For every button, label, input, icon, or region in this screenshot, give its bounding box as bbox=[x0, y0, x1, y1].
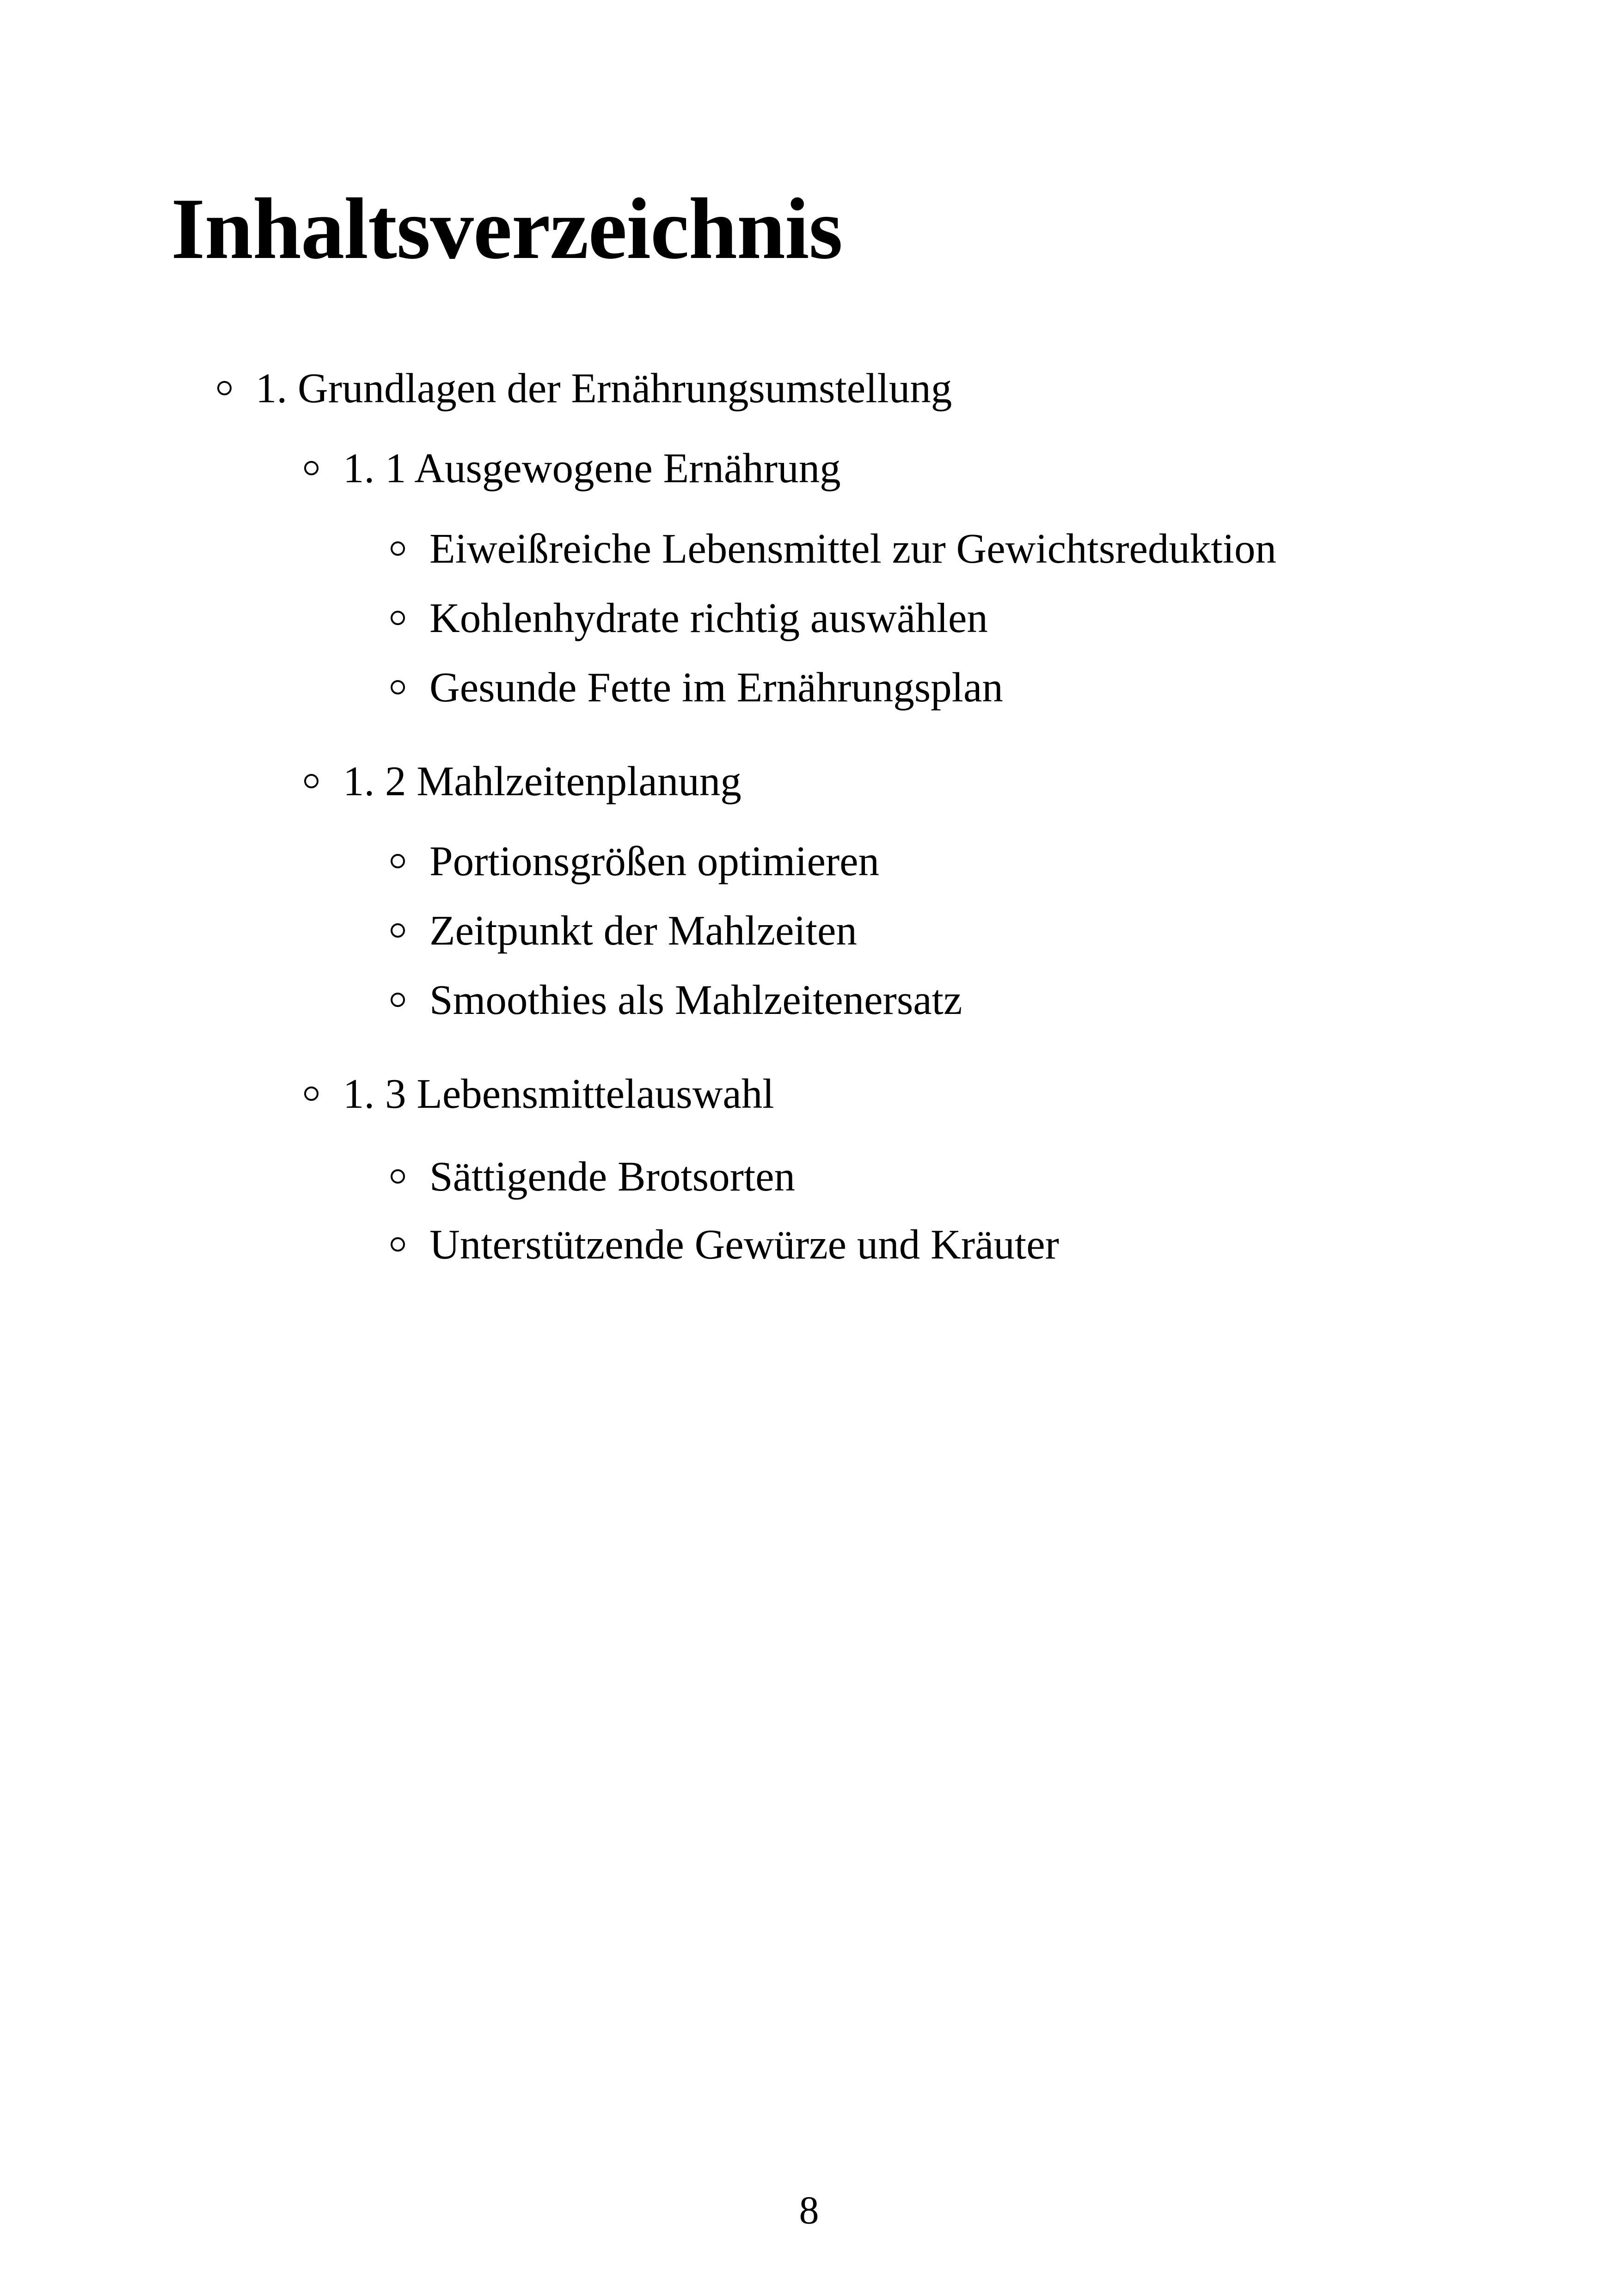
toc-subitem-label: Smoothies als Mahlzeitenersatz bbox=[429, 976, 962, 1023]
toc-subitem[interactable] bbox=[0, 836, 1618, 887]
toc-subitem[interactable] bbox=[0, 662, 1618, 713]
toc-chapter-label: 1. Grundlagen der Ernährungsumstellung bbox=[256, 365, 952, 411]
circle-bullet-icon bbox=[391, 611, 405, 625]
toc-subitem[interactable] bbox=[0, 905, 1618, 956]
toc-subitem-label: Kohlenhydrate richtig auswählen bbox=[429, 595, 988, 641]
circle-bullet-icon bbox=[304, 1087, 319, 1101]
page-title: Inhaltsverzeichnis bbox=[171, 180, 843, 277]
toc-section-label: 1. 3 Lebensmittelauswahl bbox=[343, 1070, 774, 1117]
circle-bullet-icon bbox=[217, 381, 232, 395]
toc-section-label: 1. 1 Ausgewogene Ernährung bbox=[343, 445, 841, 491]
toc-subitem-label: Portionsgrößen optimieren bbox=[429, 838, 880, 884]
toc-subitem[interactable] bbox=[0, 1151, 1618, 1202]
toc-subitem[interactable] bbox=[0, 975, 1618, 1025]
circle-bullet-icon bbox=[304, 774, 319, 788]
toc-subitem-label: Zeitpunkt der Mahlzeiten bbox=[429, 907, 857, 954]
toc-section-1-3[interactable] bbox=[0, 1068, 1618, 1119]
circle-bullet-icon bbox=[391, 854, 405, 868]
toc-subitem-label: Unterstützende Gewürze und Kräuter bbox=[429, 1221, 1059, 1268]
circle-bullet-icon bbox=[304, 461, 319, 475]
toc-subitem[interactable] bbox=[0, 1219, 1618, 1270]
circle-bullet-icon bbox=[391, 680, 405, 694]
toc-section-label: 1. 2 Mahlzeitenplanung bbox=[343, 758, 742, 804]
toc-subitem[interactable] bbox=[0, 523, 1618, 574]
toc-subitem-label: Sättigende Brotsorten bbox=[429, 1153, 796, 1200]
toc-section-1-1[interactable] bbox=[0, 443, 1618, 494]
toc-subitem[interactable] bbox=[0, 593, 1618, 644]
circle-bullet-icon bbox=[391, 923, 405, 938]
toc-subitem-label: Gesunde Fette im Ernährungsplan bbox=[429, 664, 1003, 711]
circle-bullet-icon bbox=[391, 1169, 405, 1184]
toc-section-1-2[interactable] bbox=[0, 756, 1618, 807]
circle-bullet-icon bbox=[391, 993, 405, 1007]
page-number: 8 bbox=[799, 2188, 819, 2232]
circle-bullet-icon bbox=[391, 541, 405, 556]
circle-bullet-icon bbox=[391, 1237, 405, 1252]
toc-chapter-1[interactable] bbox=[0, 363, 1618, 414]
toc-subitem-label: Eiweißreiche Lebensmittel zur Gewichtsreduktion bbox=[429, 525, 1276, 572]
